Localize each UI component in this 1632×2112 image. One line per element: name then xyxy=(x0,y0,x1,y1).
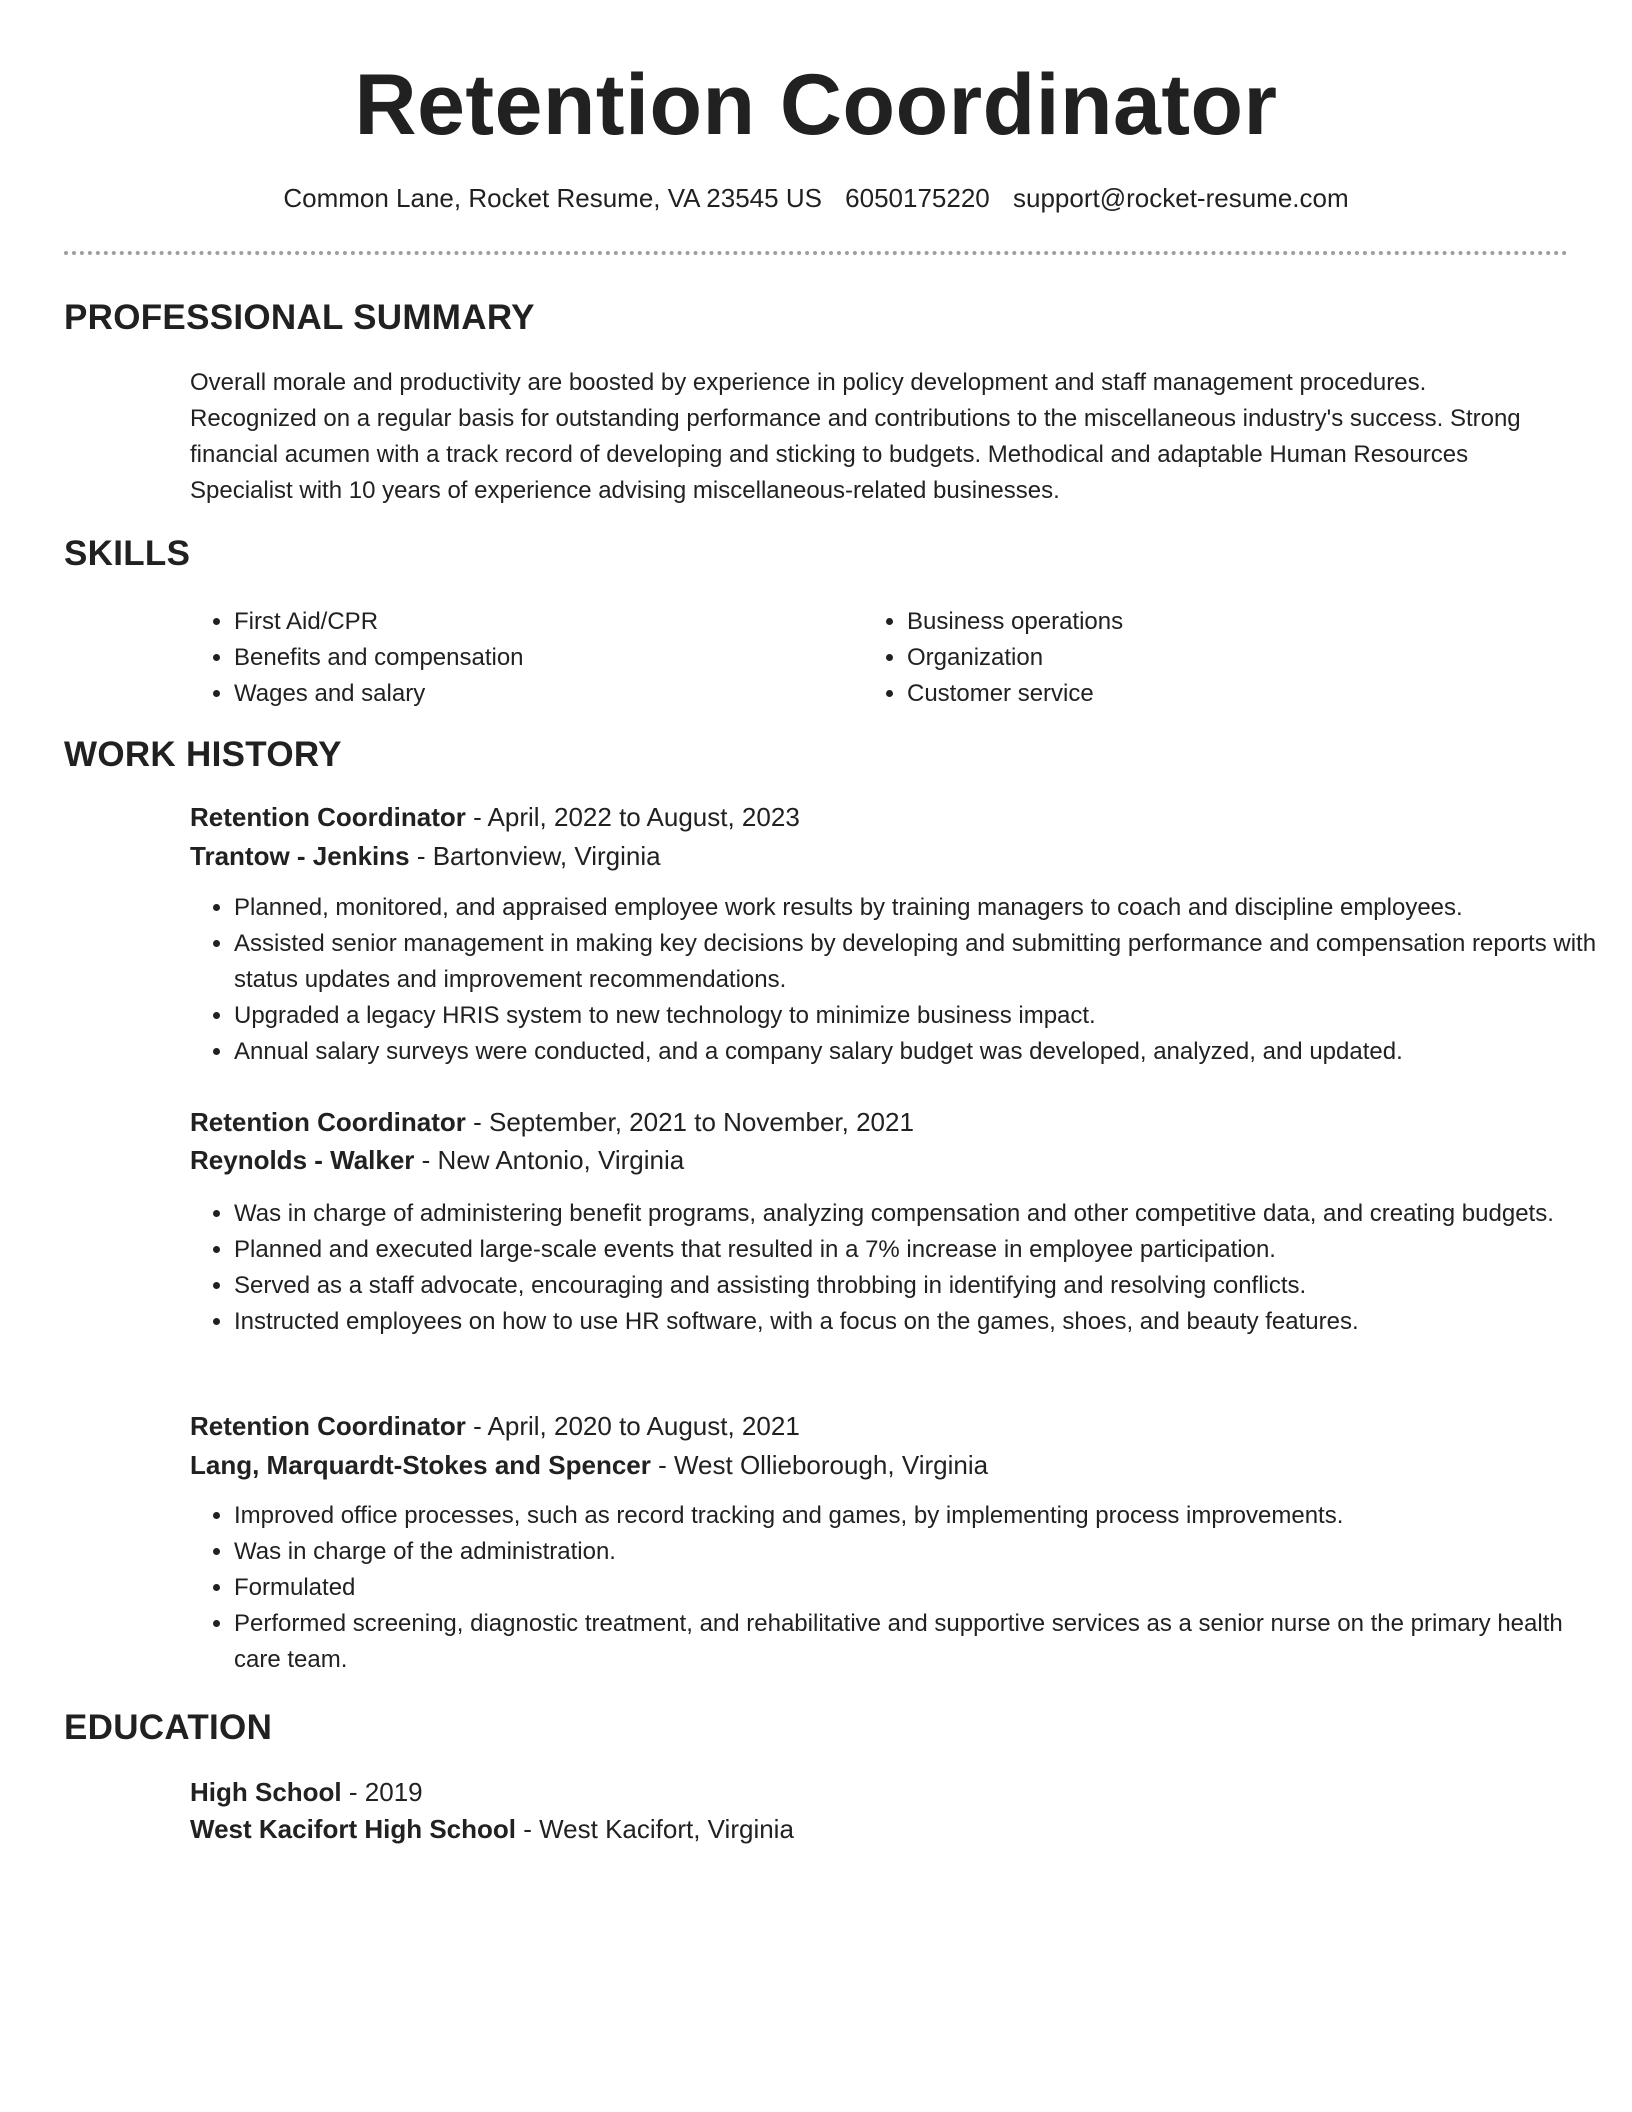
job-bullets xyxy=(190,1498,1614,1678)
job-location: - West Ollieborough, Virginia xyxy=(650,1450,989,1480)
summary-title: PROFESSIONAL SUMMARY xyxy=(64,298,535,337)
job-company: Lang, Marquardt-Stokes and Spencer xyxy=(190,1450,651,1480)
education-school-line xyxy=(190,1810,794,1848)
summary-text: Overall morale and productivity are boosted by experience in policy development and staff management procedures. Recognized on a regular basis for outstanding performance and contributions to the miscellaneous industry's success. Strong financial acumen with a track record of developing and sticking to budgets. Methodical and adaptable Human Resources Specialist with 10 years of experience advising miscellaneous-related businesses. xyxy=(190,369,1521,504)
job-title-line xyxy=(190,1103,914,1141)
job-bullet: • Planned, monitored, and appraised employee work results by training managers to coach and discipline employees. xyxy=(234,890,1614,926)
job-dates: - April, 2020 to August, 2021 xyxy=(465,1411,800,1441)
education-location: - West Kacifort, Virginia xyxy=(516,1814,794,1844)
job-bullet: • Formulated xyxy=(234,1570,1614,1606)
job-bullet: • Improved office processes, such as record tracking and games, by implementing process improvements. xyxy=(234,1498,1614,1534)
job-bullets xyxy=(190,890,1614,1070)
job-role: Retention Coordinator xyxy=(190,1107,466,1137)
skill-item: • First Aid/CPR xyxy=(234,604,524,640)
job-company: Reynolds - Walker xyxy=(190,1145,415,1175)
contact-address: Common Lane, Rocket Resume, VA 23545 US xyxy=(283,183,822,213)
job-dates: - April, 2022 to August, 2023 xyxy=(465,802,800,832)
contact-phone: 6050175220 xyxy=(845,183,990,213)
education-degree: High School xyxy=(190,1777,342,1807)
skills-list-right xyxy=(863,604,1123,712)
job-bullet: • Upgraded a legacy HRIS system to new technology to minimize business impact. xyxy=(234,998,1614,1034)
contact-email[interactable]: support@rocket-resume.com xyxy=(1013,183,1349,213)
education-title: EDUCATION xyxy=(64,1708,273,1747)
job-location: - New Antonio, Virginia xyxy=(414,1145,685,1175)
job-location: - Bartonview, Virginia xyxy=(409,841,661,871)
job-company-line xyxy=(190,1446,988,1484)
skill-item: • Benefits and compensation xyxy=(234,640,524,676)
job-bullet: • Instructed employees on how to use HR software, with a focus on the games, shoes, and beauty features. xyxy=(234,1304,1614,1340)
job-bullet: • Planned and executed large-scale events that resulted in a 7% increase in employee participation. xyxy=(234,1232,1614,1268)
skills-list-left xyxy=(190,604,524,712)
header-divider xyxy=(64,251,1568,255)
skill-item: • Wages and salary xyxy=(234,676,524,712)
job-bullets xyxy=(190,1196,1614,1340)
job-bullet: • Annual salary surveys were conducted, and a company salary budget was developed, analyzed, and updated. xyxy=(234,1034,1614,1070)
resume-name: Retention Coordinator xyxy=(354,57,1278,153)
job-company: Trantow - Jenkins xyxy=(190,841,410,871)
education-degree-line xyxy=(190,1773,423,1811)
job-dates: - September, 2021 to November, 2021 xyxy=(465,1107,914,1137)
job-title-line xyxy=(190,798,800,836)
skill-item: • Customer service xyxy=(907,676,1123,712)
job-bullet: • Served as a staff advocate, encouraging and assisting throbbing in identifying and resolving conflicts. xyxy=(234,1268,1614,1304)
contact-line xyxy=(0,180,1632,216)
job-title-line xyxy=(190,1407,800,1445)
job-bullet: • Performed screening, diagnostic treatment, and rehabilitative and supportive services as a senior nurse on the primary health care team. xyxy=(234,1606,1614,1678)
job-bullet: • Was in charge of the administration. xyxy=(234,1534,1614,1570)
skills-title: SKILLS xyxy=(64,534,191,573)
job-role: Retention Coordinator xyxy=(190,802,466,832)
education-year: - 2019 xyxy=(341,1777,423,1807)
job-bullet: • Was in charge of administering benefit programs, analyzing compensation and other competitive data, and creating budgets. xyxy=(234,1196,1614,1232)
education-school: West Kacifort High School xyxy=(190,1814,516,1844)
job-bullet: • Assisted senior management in making key decisions by developing and submitting performance and compensation reports with status updates and improvement recommendations. xyxy=(234,926,1614,998)
job-role: Retention Coordinator xyxy=(190,1411,466,1441)
job-company-line xyxy=(190,837,661,875)
work-history-title: WORK HISTORY xyxy=(64,735,342,774)
skill-item: • Business operations xyxy=(907,604,1123,640)
job-company-line xyxy=(190,1141,684,1179)
skill-item: • Organization xyxy=(907,640,1123,676)
